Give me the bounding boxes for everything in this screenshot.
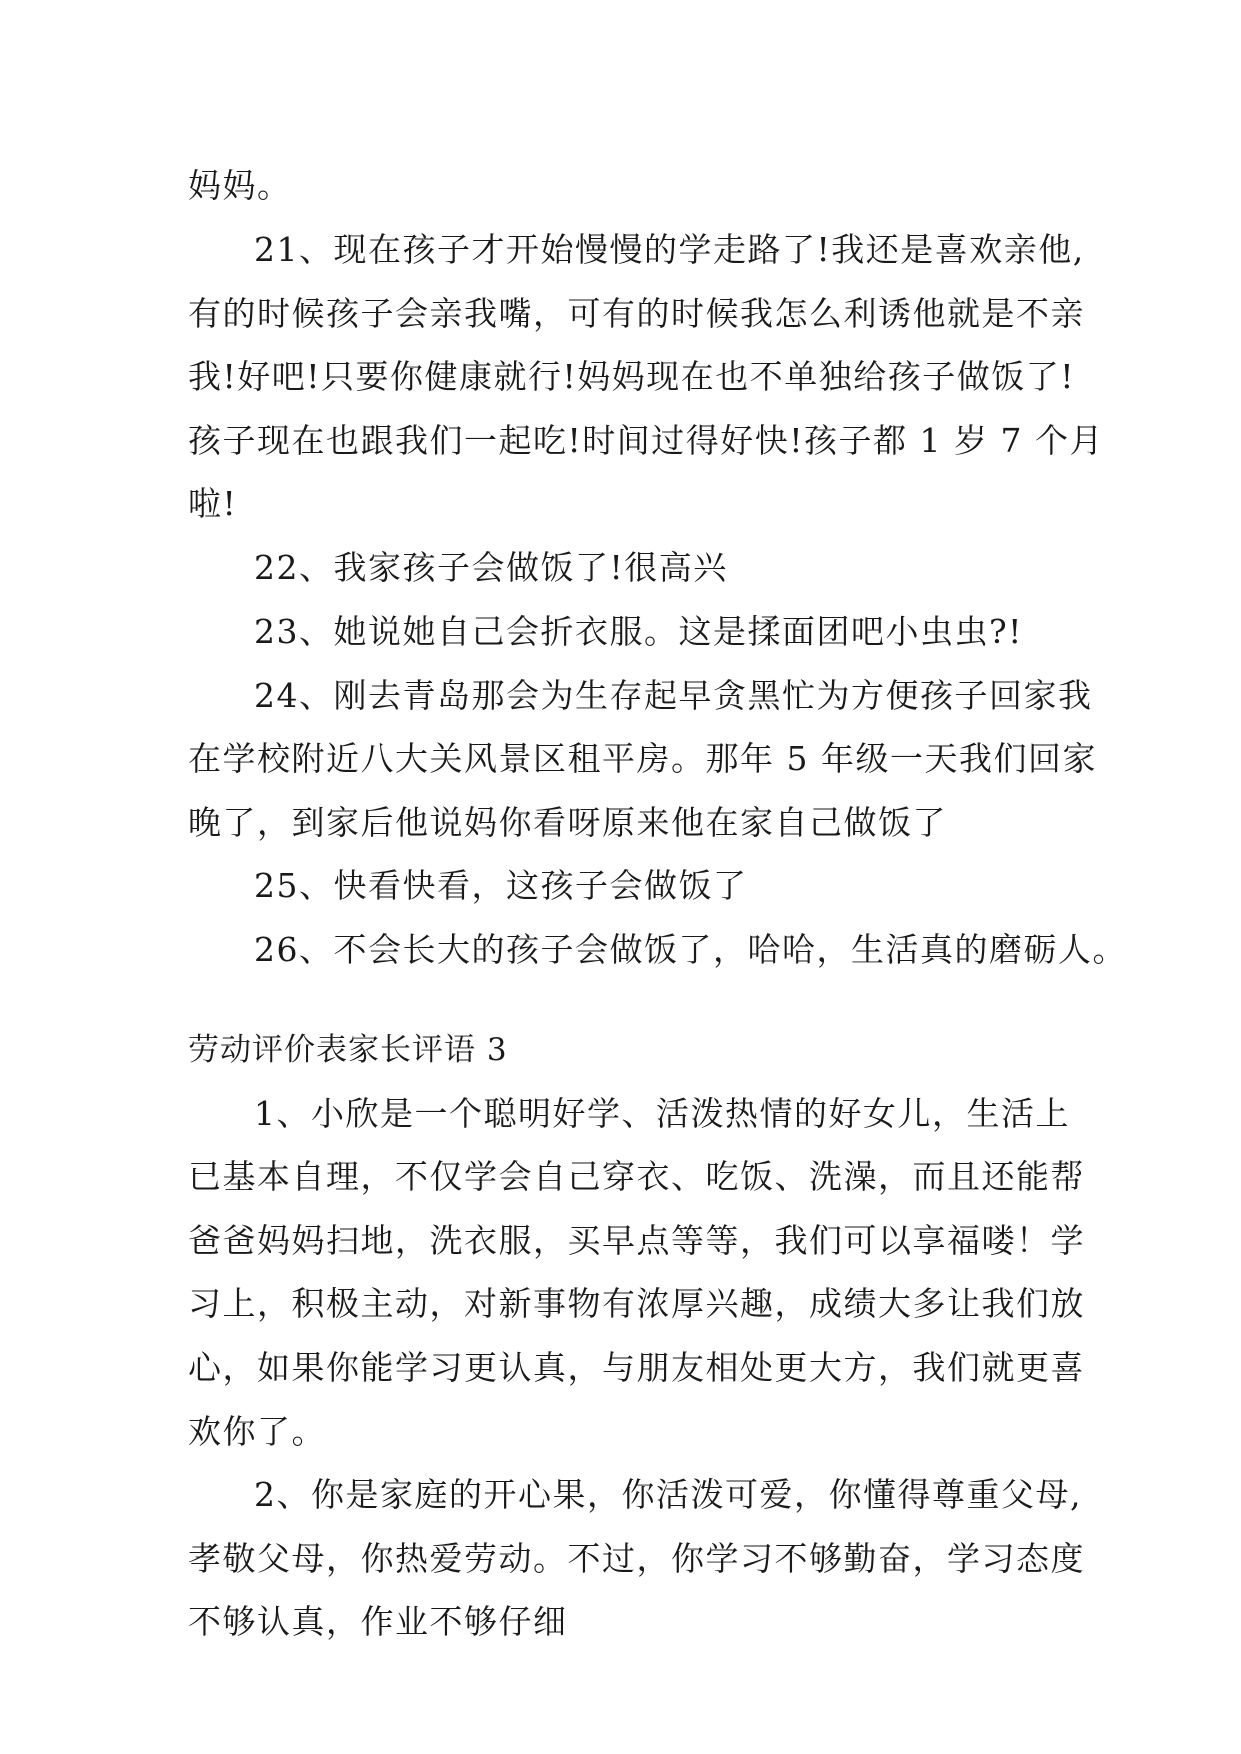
text-line: 25、快看快看，这孩子会做饭了 xyxy=(254,866,748,905)
text-line: 有的时候孩子会亲我嘴，可有的时候我怎么利诱他就是不亲 xyxy=(188,294,1085,333)
text-line: 孩子现在也跟我们一起吃!时间过得好快!孩子都 1 岁 7 个月 xyxy=(188,421,1104,460)
text-line: 26、不会长大的孩子会做饭了，哈哈，生活真的磨砺人。 xyxy=(254,930,1127,969)
text-line: 爸爸妈妈扫地，洗衣服，买早点等等，我们可以享福喽！学 xyxy=(188,1221,1085,1260)
text-line: 心，如果你能学习更认真，与朋友相处更大方，我们就更喜 xyxy=(188,1348,1085,1387)
text-line: 孝敬父母，你热爱劳动。不过，你学习不够勤奋，学习态度 xyxy=(188,1539,1085,1578)
text-line: 欢你了。 xyxy=(188,1412,326,1451)
text-line: 我!好吧!只要你健康就行!妈妈现在也不单独给孩子做饭了! xyxy=(188,357,1076,396)
text-line: 22、我家孩子会做饭了!很高兴 xyxy=(254,548,728,587)
text-line: 已基本自理，不仅学会自己穿衣、吃饭、洗澡，而且还能帮 xyxy=(188,1157,1085,1196)
text-line: 23、她说她自己会折衣服。这是揉面团吧小虫虫?! xyxy=(254,612,1023,651)
text-line: 2、你是家庭的开心果，你活泼可爱，你懂得尊重父母, xyxy=(254,1475,1082,1514)
text-line: 妈妈。 xyxy=(188,166,292,205)
text-line: 1、小欣是一个聪明好学、活泼热情的好女儿，生活上 xyxy=(254,1094,1070,1133)
text-line: 习上，积极主动，对新事物有浓厚兴趣，成绩大多让我们放 xyxy=(188,1284,1085,1323)
text-line: 在学校附近八大关风景区租平房。那年 5 年级一天我们回家 xyxy=(188,739,1097,778)
text-line: 24、刚去青岛那会为生存起早贪黑忙为方便孩子回家我 xyxy=(254,676,1093,715)
text-line: 21、现在孩子才开始慢慢的学走路了!我还是喜欢亲他, xyxy=(254,230,1085,269)
section-heading: 劳动评价表家长评语 3 xyxy=(188,1032,508,1068)
text-line: 晚了，到家后他说妈你看呀原来他在家自己做饭了 xyxy=(188,803,947,842)
text-line: 啦! xyxy=(188,484,238,523)
text-line: 不够认真，作业不够仔细 xyxy=(188,1602,568,1641)
